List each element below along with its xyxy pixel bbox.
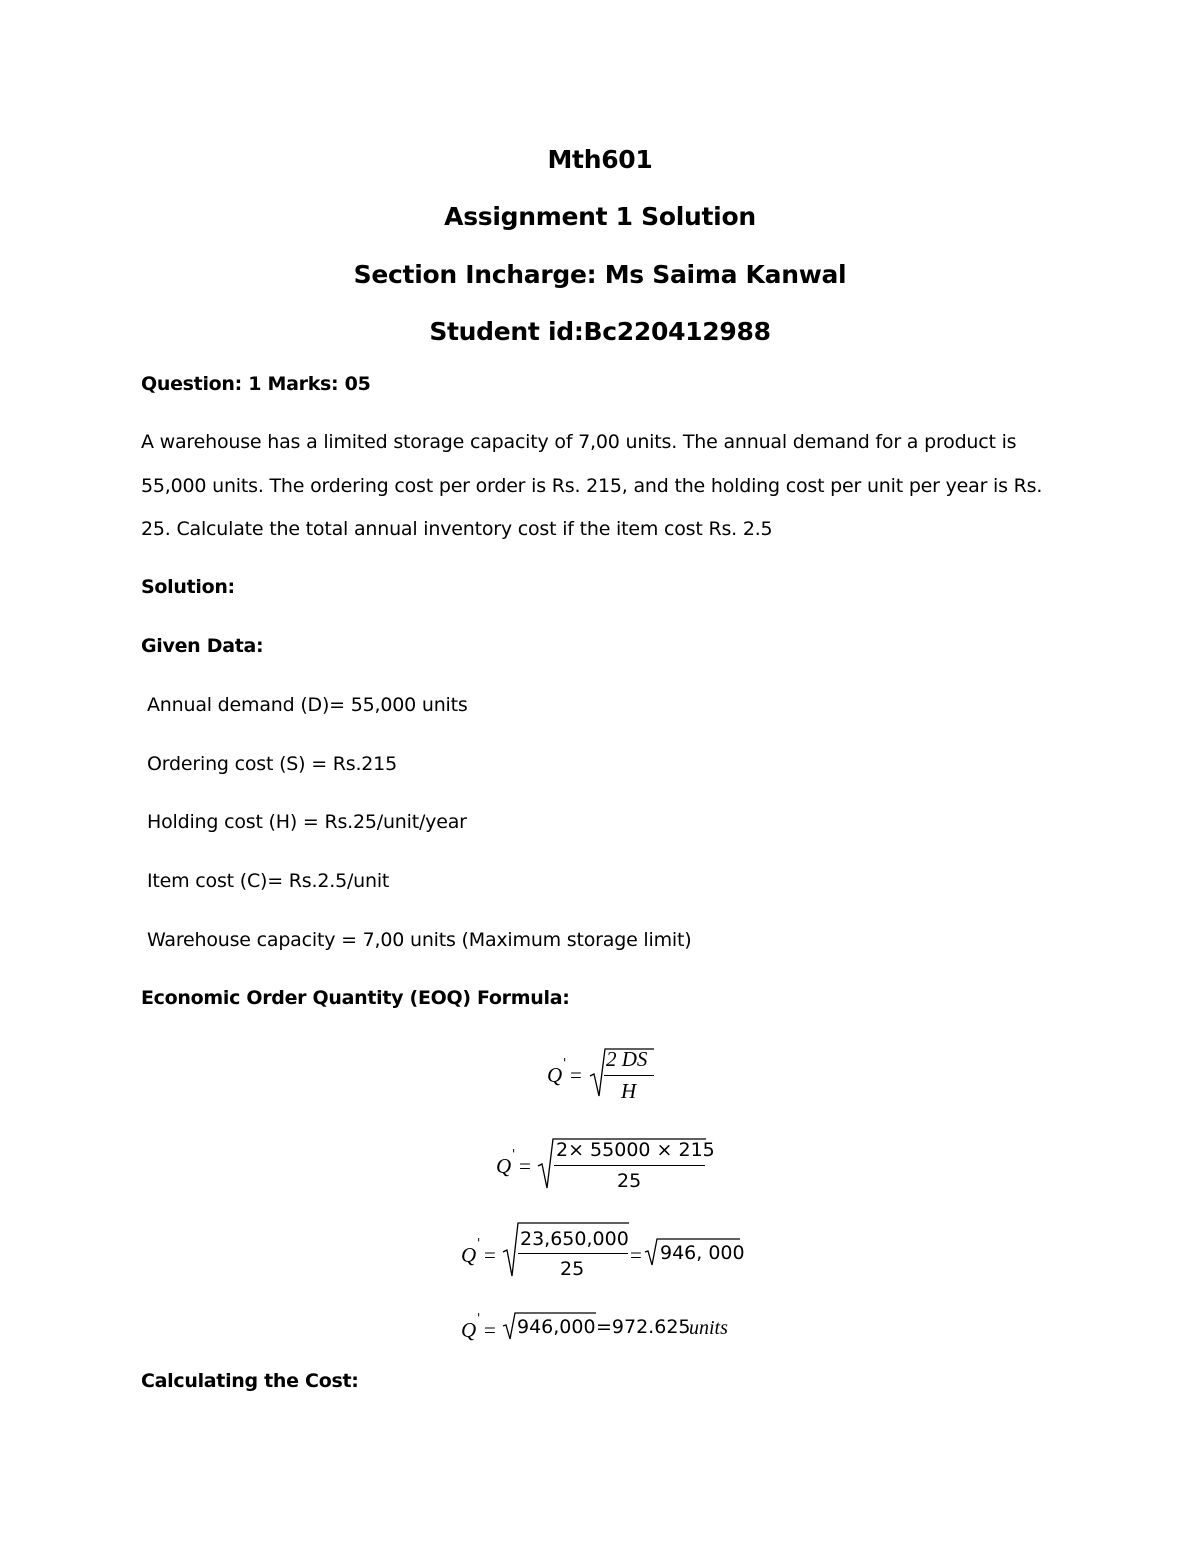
document-page: Mth601 Assignment 1 Solution Section Incharge: Ms Saima Kanwal Student id:Bc220412988 Question: 1 Marks: 05 A warehouse has a limited storage capacity of 7,00 units. The annual demand for a product is 55,000 units. The ordering cost per order is Rs. 215, and the holding cost per unit per year is Rs. 25. Calculate the total annual inventory cost if the item cost Rs. 2.5 Solution: Given Data: Annual demand (D)= 55,000 units Ordering cost (S) = Rs.215 Holding cost (H) = Rs.25/unit/year Item cost (C)= Rs.2.5/unit Warehouse capacity = 7,00 units (Maximum storage limit) Economic Order Quantity (EOQ) Formula: Q ' = 2 DS H Q ' = 2× 55000 × 215 25 Q ' = 23,650,000 25 = 946, 000 Q ' = 946,000 =972.625 units Calculating the Cost: — [0, 0, 1200, 1553]
fraction-bar — [604, 1075, 654, 1076]
question-line-1: A warehouse has a limited storage capacity of 7,00 units. The annual demand for a product is — [141, 431, 1017, 453]
q-symbol: Q — [547, 1063, 563, 1087]
f3-right-radicand: 946, 000 — [660, 1242, 745, 1264]
q-symbol: Q — [461, 1318, 477, 1342]
f4-unit: units — [689, 1317, 728, 1339]
f3-denominator: 25 — [560, 1258, 585, 1280]
given-warehouse-capacity: Warehouse capacity = 7,00 units (Maximum storage limit) — [147, 929, 692, 951]
question-line-2: 55,000 units. The ordering cost per order is Rs. 215, and the holding cost per unit per year is Rs. — [141, 475, 1043, 497]
solution-heading: Solution: — [141, 576, 235, 598]
given-holding-cost: Holding cost (H) = Rs.25/unit/year — [147, 811, 467, 833]
question-heading: Question: 1 Marks: 05 — [141, 373, 371, 395]
course-title: Mth601 — [547, 145, 653, 174]
f2-denominator: 25 — [617, 1170, 642, 1192]
assignment-title: Assignment 1 Solution — [444, 202, 756, 231]
question-line-3: 25. Calculate the total annual inventory cost if the item cost Rs. 2.5 — [141, 518, 773, 540]
f1-numerator: 2 DS — [606, 1047, 648, 1071]
f4-radicand: 946,000 — [517, 1316, 596, 1338]
given-data-heading: Given Data: — [141, 635, 264, 657]
f2-numerator: 2× 55000 × 215 — [556, 1139, 715, 1161]
f1-denominator: H — [621, 1079, 637, 1103]
fraction-bar — [518, 1253, 628, 1254]
q-symbol: Q — [496, 1154, 512, 1178]
f3-numerator: 23,650,000 — [520, 1228, 629, 1250]
given-item-cost: Item cost (C)= Rs.2.5/unit — [147, 870, 390, 892]
given-annual-demand: Annual demand (D)= 55,000 units — [147, 694, 468, 716]
fraction-bar — [554, 1165, 705, 1166]
eoq-heading: Economic Order Quantity (EOQ) Formula: — [141, 987, 570, 1009]
q-symbol: Q — [461, 1243, 477, 1267]
calculating-cost-heading: Calculating the Cost: — [141, 1370, 359, 1392]
section-incharge: Section Incharge: Ms Saima Kanwal — [353, 260, 847, 289]
student-id: Student id:Bc220412988 — [429, 317, 771, 346]
f4-result: =972.625 — [596, 1316, 691, 1338]
given-ordering-cost: Ordering cost (S) = Rs.215 — [147, 753, 397, 775]
